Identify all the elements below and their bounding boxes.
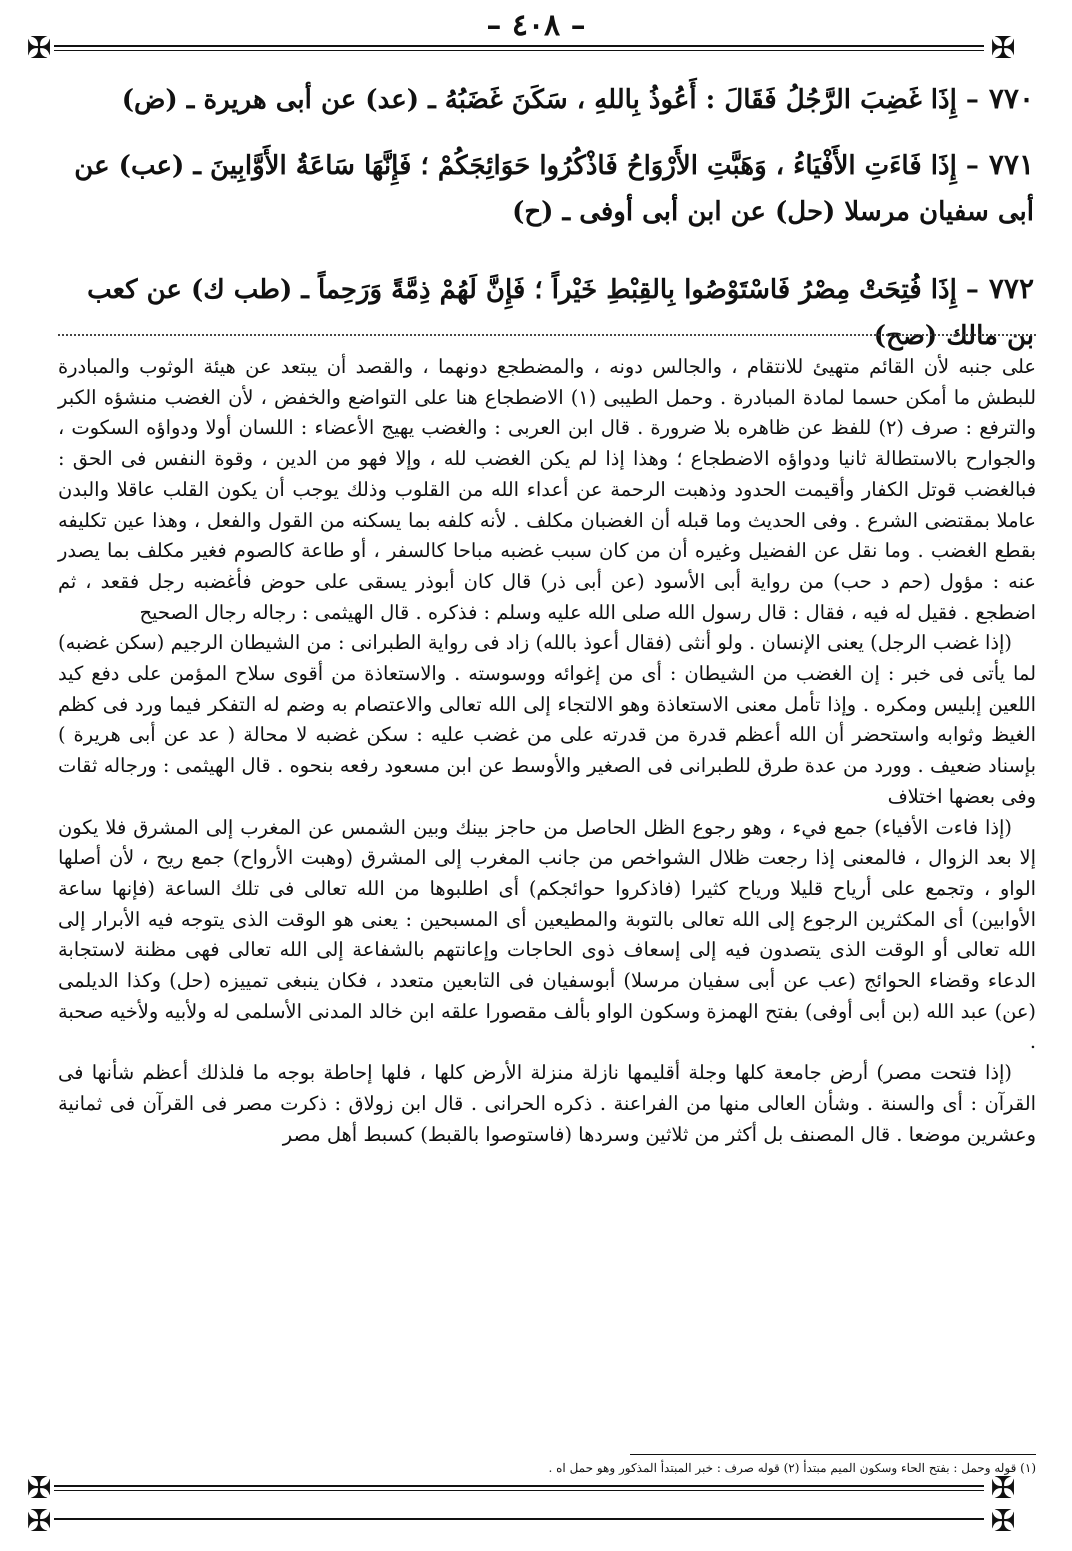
hadith-770: [60, 76, 1034, 123]
commentary: [58, 352, 1036, 1150]
commentary-paragraph: (إذا فتحت مصر) أرض جامعة كلها وجلة أقليمها نازلة منزلة الأرض كلها ، فلها إحاطة بوجه ما فلذلك أعظم شأنها فى القرآن : أى والسنة . وشأن العالى منها من الفراعنة . ذكره الحرانى . قال ابن زولاق : ذكرت مصر فى القرآن فى ثمانية وعشرين موضعا . قال المصنف بل أكثر من ثلاثين وسردها (فاستوصوا بالقبط) كسبط أهل مصر: [58, 1061, 1036, 1146]
commentary-paragraph: على جنبه لأن القائم متهيئ للانتقام ، والجالس دونه ، والمضطجع دونهما ، والقصد أن يبتعد عن هيئة الوثوب والمبادرة للبطش ما أمكن حسما لمادة المبادرة . وحمل الطيبى (١) الاضطجاع هنا على التواضع والخفض ، لأن الغضب منشؤه الكبر والترفع : صرف (٢) للفظ عن ظاهره بلا ضرورة . قال ابن العربى : والغضب يهيج الأعضاء : اللسان أولا ودواؤه السكوت ، والجوارح بالاستطالة ثانيا ودواؤه الاضطجاع ؛ وهذا إذا لم يكن الغضب لله ، وإلا فهو من الدين ، وقوة النفس فى الحق : فبالغضب قوتل الكفار وأقيمت الحدود وذهبت الرحمة عن أعداء الله من القلوب وذلك يوجب أن يكون القلب عاقلا والبدن عاملا بمقتضى الشرع . وفى الحديث وما قبله أن الغضبان مكلف . لأنه كلفه بما يسكنه من القول والفعل ، وهذا عين تكليفه بقطع الغضب . وما نقل عن الفضيل وغيره أن من كان سبب غضبه مباحا كالسفر ، أو طاعة كالصوم فغير مكلف بما يصدر عنه : مؤول (حم د حب) من رواية أبى الأسود (عن أبى ذر) قال كان أبوذر يسقى على حوض فأغضبه رجل فقعد ، ثم اضطجع . فقيل له فيه ، فقال : قال رسول الله صلى الله عليه وسلم : فذكره . قال الهيثمى : رجاله رجال الصحيح: [58, 355, 1037, 624]
hadith-number: ٧٧٠: [988, 82, 1034, 115]
top-rule: [54, 45, 984, 47]
footnote: (١) قوله وحمل : بفتح الحاء وسكون الميم مبتدأ (٢) قوله صرف : خبر المبتدأ المذكور وهو حمل اه .: [548, 1461, 1036, 1475]
hadith-text: – إِذَا فُتِحَتْ مِصْرُ فَاسْتَوْصُوا بِالقِبْطِ خَيْراً ؛ فَإِنَّ لَهُمْ ذِمَّةً وَرَحِماً ـ (طب ك) عن كعب بن مالك (صح): [87, 275, 1034, 351]
hadith-number: ٧٧١: [988, 148, 1034, 181]
commentary-paragraph: (إذا فاءت الأفياء) جمع فيء ، وهو رجوع الظل الحاصل من حاجز بينك وبين الشمس عن المغرب إلى المشرق فلا يكون إلا بعد الزوال ، فالمعنى إذا رجعت ظلال الشواخص من جانب المغرب إلى المشرق (وهبت الأرواح) جمع ريح ، لأن أصلها الواو ، وتجمع على أرياح قليلا ورياح كثيرا (فاذكروا حوائجكم) أى اطلبوها من الله تعالى فى تلك الساعة (فإنها ساعة الأوابين) أى المكثرين الرجوع إلى الله تعالى بالتوبة والمطيعين أى المسبحين : يعنى هو الوقت الذى يتوجه فيه الأبرار إلى الله تعالى أو الوقت الذى يتصدون فيه إلى إسعاف ذوى الحاجات وإعانتهم بالشفاعة إلى الله تعالى فهى مظنة لاستجابة الدعاء وقضاء الحوائج (عب عن أبى سفيان مرسلا) أبوسفيان فى التابعين متعدد ، فكان ينبغى تمييزه (حل) وكذا الديلمى (عن) عبد الله (بن أبى أوفى) بفتح الهمزة وسكون الواو بألف مقصورا علقه ابن خالد المدنى الأسلمى له ولأبيه ولأخيه صحبة .: [58, 815, 1036, 1054]
section-divider: [58, 334, 1036, 336]
hadith-text: – إِذَا غَضِبَ الرَّجُلُ فَقَالَ : أَعُوذُ بِاللهِ ، سَكَنَ غَضَبُهُ ـ (عد) عن أبى هريرة ـ (ض): [121, 85, 979, 115]
corner-ornament-top-right-icon: ✠: [990, 31, 1016, 66]
bottom-rule-lower: [54, 1518, 984, 1520]
corner-ornament-bottom-right-lower-icon: ✠: [990, 1504, 1016, 1539]
footnote-rule: [630, 1454, 1036, 1455]
hadith-number: ٧٧٢: [988, 272, 1034, 305]
top-rule-inner: [54, 50, 984, 51]
hadith-771: [60, 142, 1034, 235]
bottom-rule-inner: [54, 1490, 984, 1491]
page-number: – ٤٠٨ –: [486, 8, 586, 43]
corner-ornament-bottom-left-icon: ✠: [26, 1471, 52, 1506]
corner-ornament-bottom-left-lower-icon: ✠: [26, 1504, 52, 1539]
bottom-rule: [54, 1485, 984, 1487]
hadith-text: – إِذَا فَاءَتِ الأَفْيَاءُ ، وَهَبَّتِ الأَرْوَاحُ فَاذْكُرُوا حَوَائِجَكُمْ ؛ فَإِنَّهَا سَاعَةُ الأَوَّابِينَ ـ (عب) عن أبى سفيان مرسلا (حل) عن ابن أبى أوفى ـ (ح): [74, 151, 1034, 227]
hadith-772: [60, 266, 1034, 359]
corner-ornament-top-left-icon: ✠: [26, 31, 52, 66]
corner-ornament-bottom-right-icon: ✠: [990, 1471, 1016, 1506]
commentary-paragraph: (إذا غضب الرجل) يعنى الإنسان . ولو أنثى (فقال أعوذ بالله) زاد فى رواية الطبرانى : من الشيطان الرجيم (سكن غضبه) لما يأتى فى خبر : إن الغضب من الشيطان : أى من إغوائه ووسوسته . والاستعاذة من أقوى سلاح المؤمن على دفع كيد اللعين إبليس ومكره . وإذا تأمل معنى الاستعاذة وهو الالتجاء إلى الله تعالى والاعتصام به وضم له التفكر فيما ورد فى كظم الغيظ وثوابه واستحضر أن الله أعظم قدرة من قدرته على من غضب عليه : سكن غضبه لا محالة ( عد عن أبى هريرة ) بإسناد ضعيف . وورد من عدة طرق للطبرانى فى الصغير والأوسط عن ابن مسعود رفعه بنحوه . قال الهيثمى : ورجاله ثقات وفى بعضها اختلاف: [58, 631, 1036, 808]
